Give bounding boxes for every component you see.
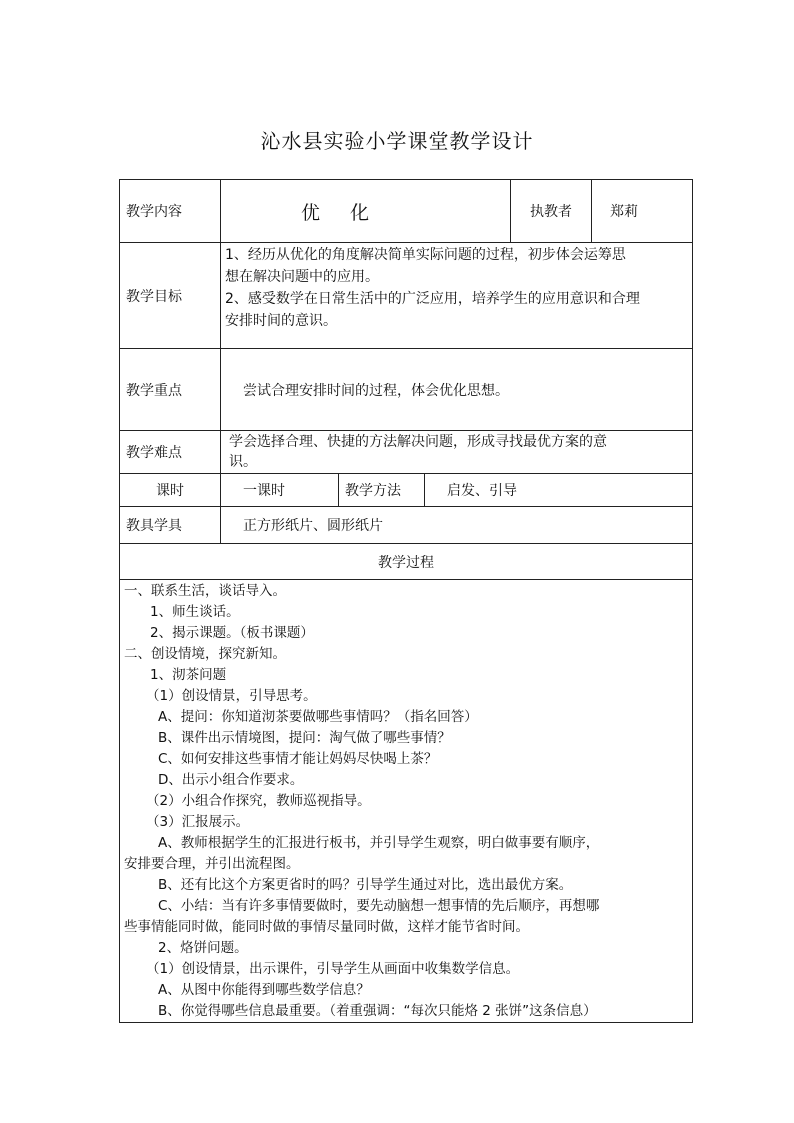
goal-line: 安排时间的意识。 bbox=[225, 313, 337, 329]
goal-row bbox=[120, 243, 693, 349]
goal-line: 1、经历从优化的角度解决简单实际问题的过程，初步体会运筹思 bbox=[225, 247, 626, 263]
process-line: C、小结：当有许多事情要做时，要先动脑想一想事情的先后顺序，再想哪 bbox=[158, 898, 600, 914]
process-line: 1、师生谈话。 bbox=[150, 604, 240, 620]
key-row bbox=[120, 349, 693, 431]
goal-line: 2、感受数学在日常生活中的广泛应用，培养学生的应用意识和合理 bbox=[225, 291, 640, 307]
period-value: 一课时 bbox=[221, 474, 339, 507]
process-line: 二、创设情境，探究新知。 bbox=[124, 646, 286, 662]
difficulty-content bbox=[221, 431, 693, 474]
goal-label: 教学目标 bbox=[120, 243, 221, 349]
process-line: 一、联系生活，谈话导入。 bbox=[124, 583, 286, 599]
process-line: A、从图中你能得到哪些数学信息？ bbox=[158, 982, 370, 998]
content-value: 优 化 bbox=[221, 180, 511, 243]
difficulty-row bbox=[120, 431, 693, 474]
lesson-plan-table bbox=[119, 179, 693, 1023]
difficulty-line: 学会选择合理、快捷的方法解决问题，形成寻找最优方案的意 bbox=[229, 434, 607, 450]
document-title: 沁水县实验小学课堂教学设计 bbox=[260, 129, 534, 153]
process-line: （3）汇报展示。 bbox=[146, 814, 250, 830]
process-line: B、还有比这个方案更省时的吗？引导学生通过对比，选出最优方案。 bbox=[158, 877, 573, 893]
process-line: （1）创设情景，出示课件，引导学生从画面中收集数学信息。 bbox=[146, 961, 520, 977]
process-line: B、你觉得哪些信息最重要。（着重强调：“每次只能烙 2 张饼”这条信息） bbox=[158, 1003, 597, 1019]
process-line: 2、揭示课题。（板书课题） bbox=[150, 625, 314, 641]
teacher-label: 执教者 bbox=[511, 180, 592, 243]
tools-row bbox=[120, 507, 693, 544]
process-line: 些事情能同时做，能同时做的事情尽量同时做，这样才能节省时间。 bbox=[124, 919, 529, 935]
period-row bbox=[120, 474, 693, 507]
method-value: 启发、引导 bbox=[425, 474, 693, 507]
process-line: A、教师根据学生的汇报进行板书，并引导学生观察，明白做事要有顺序， bbox=[158, 835, 600, 851]
teacher-name: 郑莉 bbox=[592, 180, 693, 243]
difficulty-label: 教学难点 bbox=[120, 431, 221, 474]
period-label: 课时 bbox=[120, 474, 221, 507]
content-label: 教学内容 bbox=[120, 180, 221, 243]
process-row bbox=[120, 580, 693, 1023]
method-label: 教学方法 bbox=[339, 474, 425, 507]
goal-content bbox=[221, 243, 693, 349]
process-line: 2、烙饼问题。 bbox=[158, 940, 248, 956]
process-line: B、课件出示情境图，提问：淘气做了哪些事情？ bbox=[158, 730, 451, 746]
process-header: 教学过程 bbox=[120, 544, 693, 580]
key-label: 教学重点 bbox=[120, 349, 221, 431]
process-line: C、如何安排这些事情才能让妈妈尽快喝上茶？ bbox=[158, 751, 438, 767]
goal-line: 想在解决问题中的应用。 bbox=[225, 269, 379, 285]
content-row bbox=[120, 180, 693, 243]
process-line: 1、沏茶问题 bbox=[150, 667, 227, 683]
tools-value: 正方形纸片、圆形纸片 bbox=[221, 507, 693, 544]
process-header-row bbox=[120, 544, 693, 580]
process-line: （1）创设情景，引导思考。 bbox=[146, 688, 317, 704]
process-line: A、提问：你知道沏茶要做哪些事情吗？（指名回答） bbox=[158, 709, 478, 725]
process-line: D、出示小组合作要求。 bbox=[158, 772, 304, 788]
difficulty-line: 识。 bbox=[229, 454, 257, 470]
process-line: （2）小组合作探究，教师巡视指导。 bbox=[146, 793, 371, 809]
process-line: 安排要合理，并引出流程图。 bbox=[124, 856, 300, 872]
key-value: 尝试合理安排时间的过程，体会优化思想。 bbox=[221, 349, 693, 431]
process-content bbox=[120, 580, 693, 1023]
tools-label: 教具学具 bbox=[120, 507, 221, 544]
